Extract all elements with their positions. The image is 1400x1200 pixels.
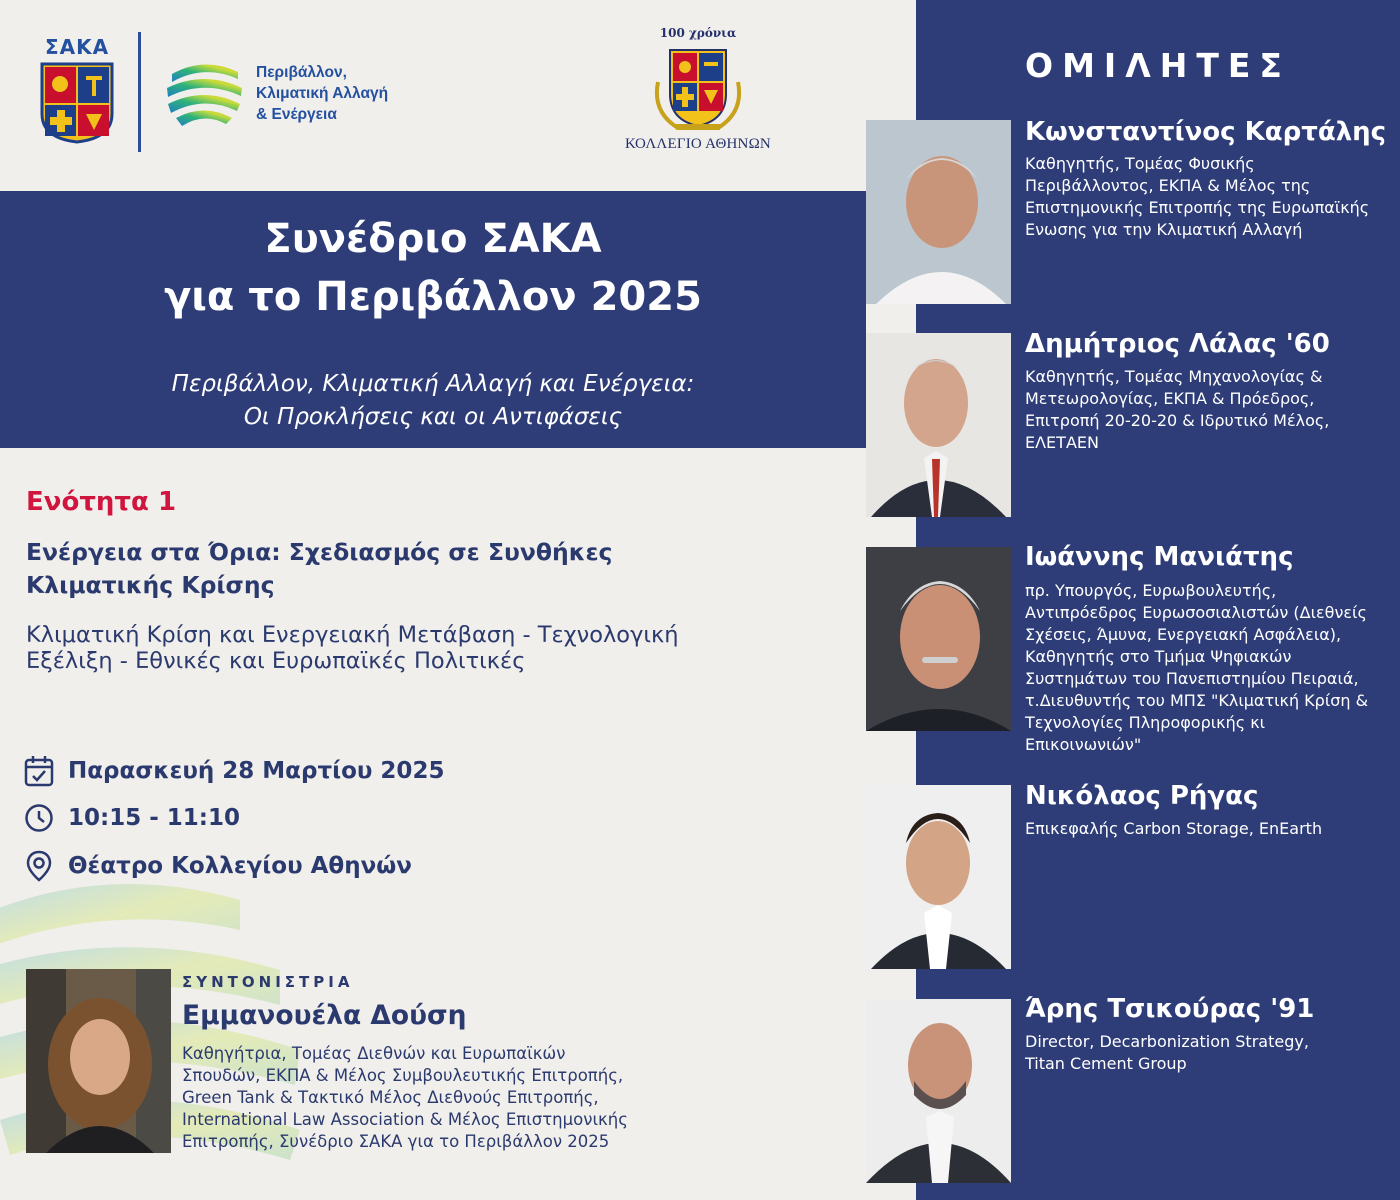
environment-logo-line: & Ενέργεια [256,106,337,123]
speaker-bio-line: Director, Decarbonization Strategy, [1025,1032,1309,1051]
event-location: Θέατρο Κολλεγίου Αθηνών [68,853,412,879]
saka-wordmark: ΣΑΚΑ [44,35,110,59]
speaker-bio-line: Καθηγητής στο Τμήμα Ψηφιακών [1025,647,1292,666]
session-title-line: Κλιματικής Κρίσης [26,571,275,599]
logo-divider [138,32,141,152]
environment-logo-line: Κλιματική Αλλαγή [256,85,389,102]
speaker-name: Κωνσταντίνος Καρτάλης [1025,117,1387,147]
college-name: ΚΟΛΛΕΓΙΟ ΑΘΗΝΩΝ [625,136,771,152]
date-row [24,755,444,787]
conference-title [0,210,866,326]
event-date: Παρασκευή 28 Μαρτίου 2025 [68,758,445,784]
speaker-photo [866,120,1011,304]
moderator-name: Εμμανουέλα Δούση [182,1000,467,1031]
speaker-bio-line: τ.Διευθυντής του ΜΠΣ "Κλιματική Κρίση & [1025,691,1369,710]
conference-title-line: για το Περιβάλλον 2025 [164,274,702,320]
speaker-bio-line: Επικεφαλής Carbon Storage, EnEarth [1025,819,1323,838]
time-row [24,803,240,833]
speaker-bio-line: ΕΛΕΤΑΕΝ [1025,433,1099,452]
speaker-bio-line: Αντιπρόεδρος Ευρωσοσιαλιστών (Διεθνείς [1025,603,1367,622]
speaker-bio [1025,580,1395,756]
speaker-bio-line: Titan Cement Group [1025,1054,1187,1073]
speaker-bio [1025,818,1395,840]
college-anniversary-text: 100 χρόνια [659,26,737,40]
session-description [26,622,856,674]
speaker-bio [1025,153,1395,241]
conference-subtitle-line: Οι Προκλήσεις και οι Αντιφάσεις [243,404,623,430]
speaker-bio [1025,366,1395,454]
speaker-photo [866,547,1011,731]
conference-subtitle-line: Περιβάλλον, Κλιματική Αλλαγή και Ενέργεια: [171,371,695,397]
clock-icon [24,803,54,833]
section-label: Ενότητα 1 [26,487,177,517]
location-row [24,850,412,882]
session-title [26,536,846,602]
speaker-bio-line: Επιστημονικής Επιτροπής της Ευρωπαϊκής [1025,198,1370,217]
speaker-name: Ιωάννης Μανιάτης [1025,542,1294,572]
speaker-photo [866,333,1011,517]
moderator-bio-line: Καθηγήτρια, Τομέας Διεθνών και Ευρωπαϊκών [182,1044,566,1063]
speaker-bio-line: Ενωσης για την Κλιματική Αλλαγή [1025,220,1303,239]
speaker-bio-line: Καθηγητής, Τομέας Φυσικής [1025,154,1255,173]
speaker-photo [866,999,1011,1183]
moderator-bio-line: Σπουδών, ΕΚΠΑ & Μέλος Συμβουλευτικής Επιτροπής, [182,1066,624,1085]
moderator-role: ΣΥΝΤΟΝΙΣΤΡΙΑ [182,973,354,991]
speaker-bio [1025,1031,1395,1075]
environment-globe-logo [164,52,244,132]
speaker-bio-line: Περιβάλλοντος, ΕΚΠΑ & Μέλος της [1025,176,1311,195]
session-description-line: Κλιματική Κρίση και Ενεργειακή Μετάβαση - Τεχνολογική [26,622,679,648]
speaker-name: Δημήτριος Λάλας '60 [1025,329,1330,359]
speaker-bio-line: Μετεωρολογίας, ΕΚΠΑ & Πρόεδρος, [1025,389,1315,408]
speaker-bio-line: Σχέσεις, Άμυνα, Ενεργειακή Ασφάλεια), [1025,625,1342,644]
speaker-bio-line: Τεχνολογίες Πληροφορικής κι [1025,713,1266,732]
speaker-bio-line: Επικοινωνιών" [1025,735,1142,754]
speaker-name: Άρης Τσικούρας '91 [1025,994,1315,1024]
moderator-bio-line: International Law Association & Μέλος Επιστημονικής [182,1110,628,1129]
calendar-icon [24,755,54,787]
speakers-heading: ΟΜΙΛΗΤΕΣ [1025,46,1291,85]
speaker-bio-line: Συστημάτων του Πανεπιστημίου Πειραιά, [1025,669,1359,688]
environment-logo-line: Περιβάλλον, [256,64,347,81]
environment-logo-text [256,62,436,125]
session-title-line: Ενέργεια στα Όρια: Σχεδιασμός σε Συνθήκες [26,538,613,566]
athens-college-crest [648,42,748,136]
session-description-line: Εξέλιξη - Εθνικές και Ευρωπαϊκές Πολιτικές [26,648,526,674]
speaker-bio-line: Επιτροπή 20-20-20 & Ιδρυτικό Μέλος, [1025,411,1330,430]
conference-title-line: Συνέδριο ΣΑΚΑ [264,216,602,262]
conference-subtitle [0,368,866,434]
event-time: 10:15 - 11:10 [68,805,240,831]
moderator-bio-line: Επιτροπής, Συνέδριο ΣΑΚΑ για το Περιβάλλον 2025 [182,1132,610,1151]
speaker-bio-line: πρ. Υπουργός, Ευρωβουλευτής, [1025,581,1277,600]
location-pin-icon [24,850,54,882]
saka-shield-logo [40,62,114,144]
moderator-bio [182,1043,662,1153]
speaker-name: Νικόλαος Ρήγας [1025,781,1259,811]
moderator-photo [26,969,171,1153]
moderator-bio-line: Green Tank & Τακτικό Μέλος Διεθνούς Επιτροπής, [182,1088,599,1107]
speaker-photo [866,785,1011,969]
speaker-bio-line: Καθηγητής, Τομέας Μηχανολογίας & [1025,367,1323,386]
